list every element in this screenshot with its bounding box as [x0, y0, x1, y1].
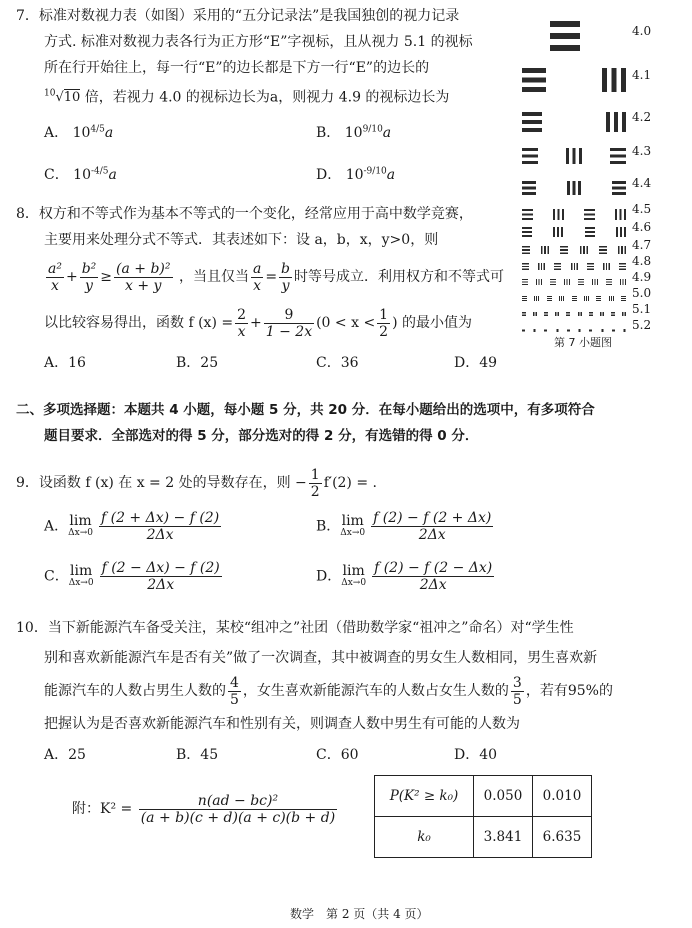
- optotype-e-icon: [556, 329, 559, 332]
- q10-line-2: 别和喜欢新能源汽车是否有关”做了一次调查，其中被调查的男女生人数相同，男生喜欢新: [44, 650, 598, 666]
- section-2-header-line-1: 二、多项选择题：本题共 4 小题，每小题 5 分，共 20 分．在每小题给出的选项中，有多项符合: [16, 402, 595, 418]
- vision-chart-row: [520, 140, 660, 164]
- q10-option-b[interactable]: B．45: [176, 747, 219, 763]
- q8-line-4: 以比较容易得出，函数 f (x) = $\frac{2}{x}$ + $\frac{9}{1 - 2x}$ (0 < x < $\frac{1}{2}$ ) 的最小值为: [44, 306, 473, 340]
- q10-line-4: 把握认为是否喜欢新能源汽车和性别有关，则调查人数中男生有可能的人数为: [44, 716, 520, 732]
- vision-chart-row: [520, 64, 660, 88]
- vision-value-label: 5.2: [632, 318, 652, 332]
- vision-value-label: 4.3: [632, 144, 652, 158]
- q10-option-a[interactable]: A．25: [44, 747, 86, 763]
- optotype-e-icon: [601, 329, 604, 332]
- optotype-e-icon: [567, 329, 570, 332]
- q7-option-a[interactable]: A． $10^{4/5}a$: [44, 124, 114, 141]
- vision-value-label: 4.8: [632, 254, 652, 268]
- q10-line-3: 能源汽车的人数占男生人数的 $\frac{4}{5}$ ，女生喜欢新能源汽车的人数占女生人数的 $\frac{3}{5}$ ，若有95%的: [44, 674, 613, 708]
- vision-chart-row: [520, 172, 660, 196]
- optotype-e-icon: [550, 21, 580, 51]
- q7-option-c[interactable]: C． $10^{-4/5}a$: [44, 166, 117, 183]
- optotype-e-icon: [522, 181, 536, 195]
- q7-line-3: 所在行开始往上，每一行“E”的边长都是下方一行“E”的边长的: [44, 60, 430, 76]
- frac-b2-y: $\frac{\text{b²}}{y}$: [81, 260, 97, 294]
- q7-line-2: 方式. 标准对数视力表各行为正方形“E”字视标，且从视力 5.1 的视标: [44, 34, 473, 50]
- q9-option-c[interactable]: C．lim Δx→0 $\frac{f (2 - \Delta x) - f (2)}{2\Delta x}$: [44, 560, 220, 593]
- optotype-e-icon: [589, 329, 592, 332]
- table-cell-6635: 6.635: [533, 817, 592, 858]
- q7-root: $^{10}$√10: [44, 89, 81, 106]
- optotype-e-icon: [544, 329, 547, 332]
- vision-value-label: 4.2: [632, 110, 652, 124]
- optotype-e-icon: [612, 329, 615, 332]
- optotype-e-icon: [522, 68, 546, 92]
- vision-value-label: 4.4: [632, 176, 652, 190]
- section-2-header-line-2: 题目要求．全部选对的得 5 分，部分选对的得 2 分，有选错的得 0 分．: [44, 428, 479, 444]
- table-header-p: P(K² ≥ k₀): [375, 776, 474, 817]
- vision-value-label: 4.0: [632, 24, 652, 38]
- q8-line-3: $\frac{\text{a²}}{x}$ + $\frac{\text{b²}}{y}$ ≥ $\frac{\text{(a + b)²}}{x + y}$ ，当且仅当 $\frac{a}{x}$ = $\frac{b}{y}$ 时等号成立．利用权方和不等式可: [48, 260, 505, 294]
- table-cell-0010: 0.010: [533, 776, 592, 817]
- q9-option-a[interactable]: A．lim Δx→0 $\frac{f (2 + \Delta x) - f (2)}{2\Delta x}$: [44, 510, 220, 543]
- vision-value-label: 5.0: [632, 286, 652, 300]
- table-header-k0: k₀: [375, 817, 474, 858]
- frac-a2-x: $\frac{\text{a²}}{x}$: [48, 260, 62, 294]
- q8-option-a[interactable]: A．16: [44, 355, 86, 371]
- table-cell-0050: 0.050: [474, 776, 533, 817]
- optotype-e-icon: [566, 148, 582, 164]
- q10-option-d[interactable]: D．40: [454, 747, 498, 763]
- q7-line-1: 7．标准对数视力表（如图）采用的“五分记录法”是我国独创的视力记录: [16, 8, 460, 24]
- q8-line-2: 主要用来处理分式不等式．其表述如下：设 a，b，x，y>0，则: [44, 232, 439, 248]
- optotype-e-icon: [623, 329, 626, 332]
- optotype-e-icon: [522, 329, 525, 332]
- vision-value-label: 4.9: [632, 270, 652, 284]
- q10-option-c[interactable]: C．60: [316, 747, 359, 763]
- q8-option-d[interactable]: D．49: [454, 355, 498, 371]
- critical-value-table: [374, 775, 592, 858]
- k2-formula: 附：K² = $\frac{\text{n(ad − bc)²}}{(a + b)(c + d)(a + c)(b + d)}$: [72, 792, 336, 826]
- q7-option-b[interactable]: B． $10^{9/10}a$: [316, 124, 392, 141]
- q8-line-1: 8．权方和不等式作为基本不等式的一个变化，经常应用于高中数学竞赛，: [16, 206, 473, 222]
- q8-option-c[interactable]: C．36: [316, 355, 359, 371]
- vision-value-label: 4.7: [632, 238, 652, 252]
- optotype-e-icon: [522, 148, 538, 164]
- q9-option-d[interactable]: D．lim Δx→0 $\frac{f (2) - f (2 - \Delta x)}{2\Delta x}$: [316, 560, 493, 593]
- optotype-e-icon: [610, 148, 626, 164]
- vision-value-label: 5.1: [632, 302, 652, 316]
- q9-stem: 9．设函数 f (x) 在 x = 2 处的导数存在，则 − $\frac{1}{2}$ f′(2) = .: [16, 466, 377, 500]
- q10-line-1: 10．当下新能源汽车备受关注，某校“组冲之”社团（借助数学家“祖冲之”命名）对“学生性: [16, 620, 574, 636]
- optotype-e-icon: [567, 181, 581, 195]
- q7-option-d[interactable]: D． $10^{-9/10}a$: [316, 166, 396, 183]
- optotype-e-icon: [612, 181, 626, 195]
- frac-ab2-xy: $\frac{\text{(a + b)²}}{x + y}$: [116, 260, 171, 294]
- q9-option-b[interactable]: B．lim Δx→0 $\frac{f (2) - f (2 + \Delta x)}{2\Delta x}$: [316, 510, 492, 543]
- vision-chart: [520, 12, 680, 352]
- table-cell-3841: 3.841: [474, 817, 533, 858]
- optotype-e-icon: [522, 112, 542, 132]
- optotype-e-icon: [602, 68, 626, 92]
- optotype-e-icon: [606, 112, 626, 132]
- optotype-e-icon: [578, 329, 581, 332]
- q7-line-4: $^{10}$√10 倍，若视力 4.0 的视标边长为a，则视力 4.9 的视标边长为: [44, 89, 450, 106]
- q8-option-b[interactable]: B．25: [176, 355, 219, 371]
- vision-chart-caption: 第 7 小题图: [554, 336, 612, 349]
- vision-chart-row: [520, 20, 660, 44]
- optotype-e-icon: [533, 329, 536, 332]
- page-footer: 数学 第 2 页（共 4 页）: [290, 907, 429, 921]
- vision-chart-row: [520, 106, 660, 130]
- vision-value-label: 4.5: [632, 202, 652, 216]
- vision-value-label: 4.1: [632, 68, 652, 82]
- vision-value-label: 4.6: [632, 220, 652, 234]
